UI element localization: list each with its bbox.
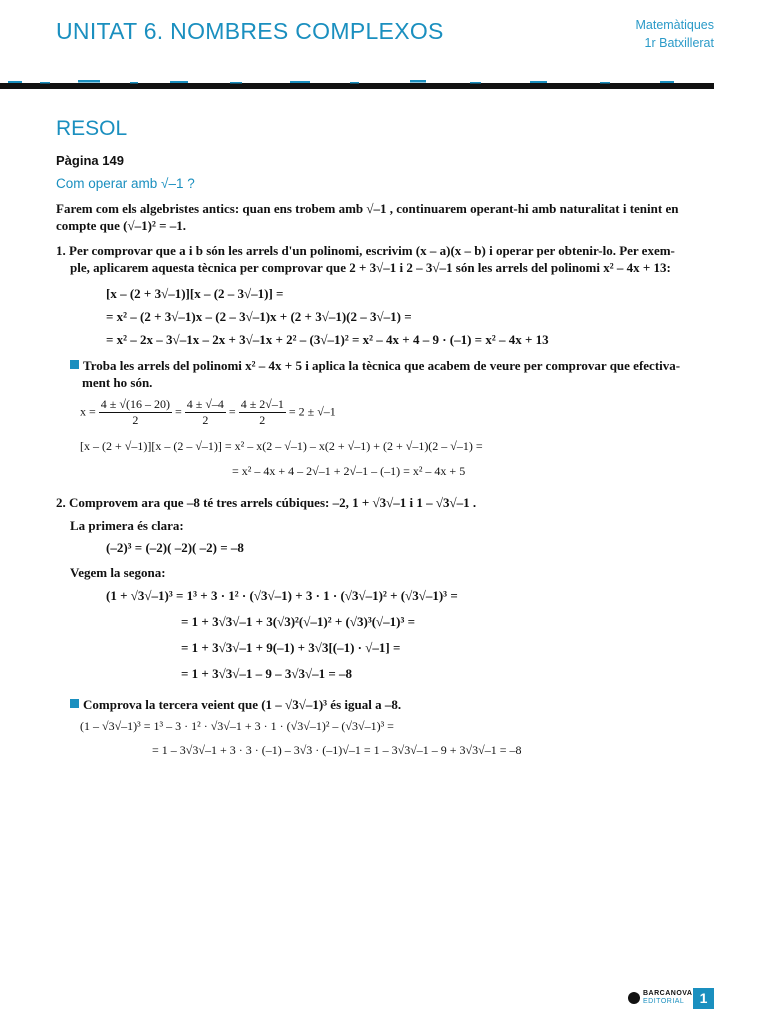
publisher-logo-icon	[628, 992, 640, 1004]
item1-line-1: 1. Per comprovar que a i b són les arrels d'un polinomi, escrivim (x – a)(x – b) i operar per obtenir-lo. Per exem-	[56, 243, 675, 258]
unit-title: UNITAT 6. NOMBRES COMPLEXOS	[56, 18, 444, 44]
item2-eq-4: = 1 + 3√3√–1 – 9 – 3√3√–1 = –8	[181, 666, 353, 681]
item1-solution-3: = x² – 4x + 4 – 2√–1 + 2√–1 – (–1) = x² – 4x + 5	[232, 464, 466, 478]
fraction-1: $\frac{4 \pm √(16 - 20)}{2}$	[100, 397, 170, 427]
item2-second: Vegem la segona:	[70, 565, 166, 580]
item2-task-text: Comprova la tercera veient que (1 – √3√–1)³ és igual a –8.	[83, 697, 402, 712]
item1-task	[70, 357, 680, 374]
item2-eq-3: = 1 + 3√3√–1 + 9(–1) + 3√3[(–1) · √–1] =	[181, 640, 401, 655]
subject-name: Matemàtiques	[635, 18, 714, 32]
sol-x-label: x =	[80, 404, 96, 419]
item2-task	[70, 696, 401, 713]
bullet-square-icon	[70, 360, 79, 369]
item2-first-eq: (–2)³ = (–2)( –2)( –2) = –8	[106, 540, 244, 555]
item1-line-2: ple, aplicarem aquesta tècnica per comprovar que 2 + 3√–1 i 2 – 3√–1 són les arrels del polinomi x² – 4x + 13:	[70, 260, 671, 275]
publisher-name: BARCANOVA	[643, 990, 693, 997]
item2-eq-2: = 1 + 3√3√–1 + 3(√3)²(√–1)² + (√3)³(√–1)³ =	[181, 614, 416, 629]
intro-line-1: Farem com els algebristes antics: quan ens trobem amb √–1 , continuarem operant-hi amb naturalitat i tenint en	[56, 201, 679, 216]
sol-result: = 2 ± √–1	[288, 404, 336, 419]
item1-task-line-1: Troba les arrels del polinomi x² – 4x + 5 i aplica la tècnica que acabem de veure per comprovar que efectiva-	[83, 358, 681, 373]
bullet-square-icon	[70, 699, 79, 708]
item2-solution-2: = 1 – 3√3√–1 + 3 · 3 · (–1) – 3√3 · (–1)√–1 = 1 – 3√3√–1 – 9 + 3√3√–1 = –8	[152, 743, 522, 757]
item1-eq-1: [x – (2 + 3√–1)][x – (2 – 3√–1)] =	[106, 286, 284, 301]
item2-solution-1: (1 – √3√–1)³ = 1³ – 3 · 1² · √3√–1 + 3 · 1 · (√3√–1)² – (√3√–1)³ =	[80, 719, 394, 733]
item1-eq-2: = x² – (2 + 3√–1)x – (2 – 3√–1)x + (2 + 3√–1)(2 – 3√–1) =	[106, 309, 412, 324]
section-title: RESOL	[56, 117, 128, 140]
publisher-logo	[628, 990, 692, 1006]
item1-solution-1: x = $\frac{4 \pm √(16 - 20)}{2}$ = $\frac{4 \pm √-4}{2}$ = $\frac{4 \pm 2√-1}{2}$ = 2 ± √–1	[80, 397, 336, 427]
item1-solution-2: [x – (2 + √–1)][x – (2 – √–1)] = x² – x(2 – √–1) – x(2 + √–1) + (2 + √–1)(2 – √–1) =	[80, 439, 483, 453]
item1-eq-3: = x² – 2x – 3√–1x – 2x + 3√–1x + 2² – (3√–1)² = x² – 4x + 4 – 9 · (–1) = x² – 4x + 13	[106, 332, 549, 347]
page-reference: Pàgina 149	[56, 153, 124, 168]
fraction-2: $\frac{4 \pm √-4}{2}$	[186, 397, 224, 427]
fraction-3: $\frac{4 \pm 2√-1}{2}$	[240, 397, 284, 427]
item2-line-1: 2. Comprovem ara que –8 té tres arrels cúbiques: –2, 1 + √3√–1 i 1 – √3√–1 .	[56, 495, 477, 510]
header-divider	[0, 78, 714, 90]
item2-first: La primera és clara:	[70, 518, 184, 533]
publisher-sub: EDITORIAL	[643, 998, 685, 1005]
item2-eq-1: (1 + √3√–1)³ = 1³ + 3 · 1² · (√3√–1) + 3 · 1 · (√3√–1)² + (√3√–1)³ =	[106, 588, 458, 603]
section-subtitle: Com operar amb √–1 ?	[56, 176, 195, 191]
intro-line-2: compte que (√–1)² = –1.	[56, 218, 187, 233]
subject-info	[635, 16, 714, 52]
page-number: 1	[693, 988, 714, 1009]
item1-task-line-2: ment ho són.	[82, 375, 153, 390]
course-name: 1r Batxillerat	[644, 36, 714, 50]
